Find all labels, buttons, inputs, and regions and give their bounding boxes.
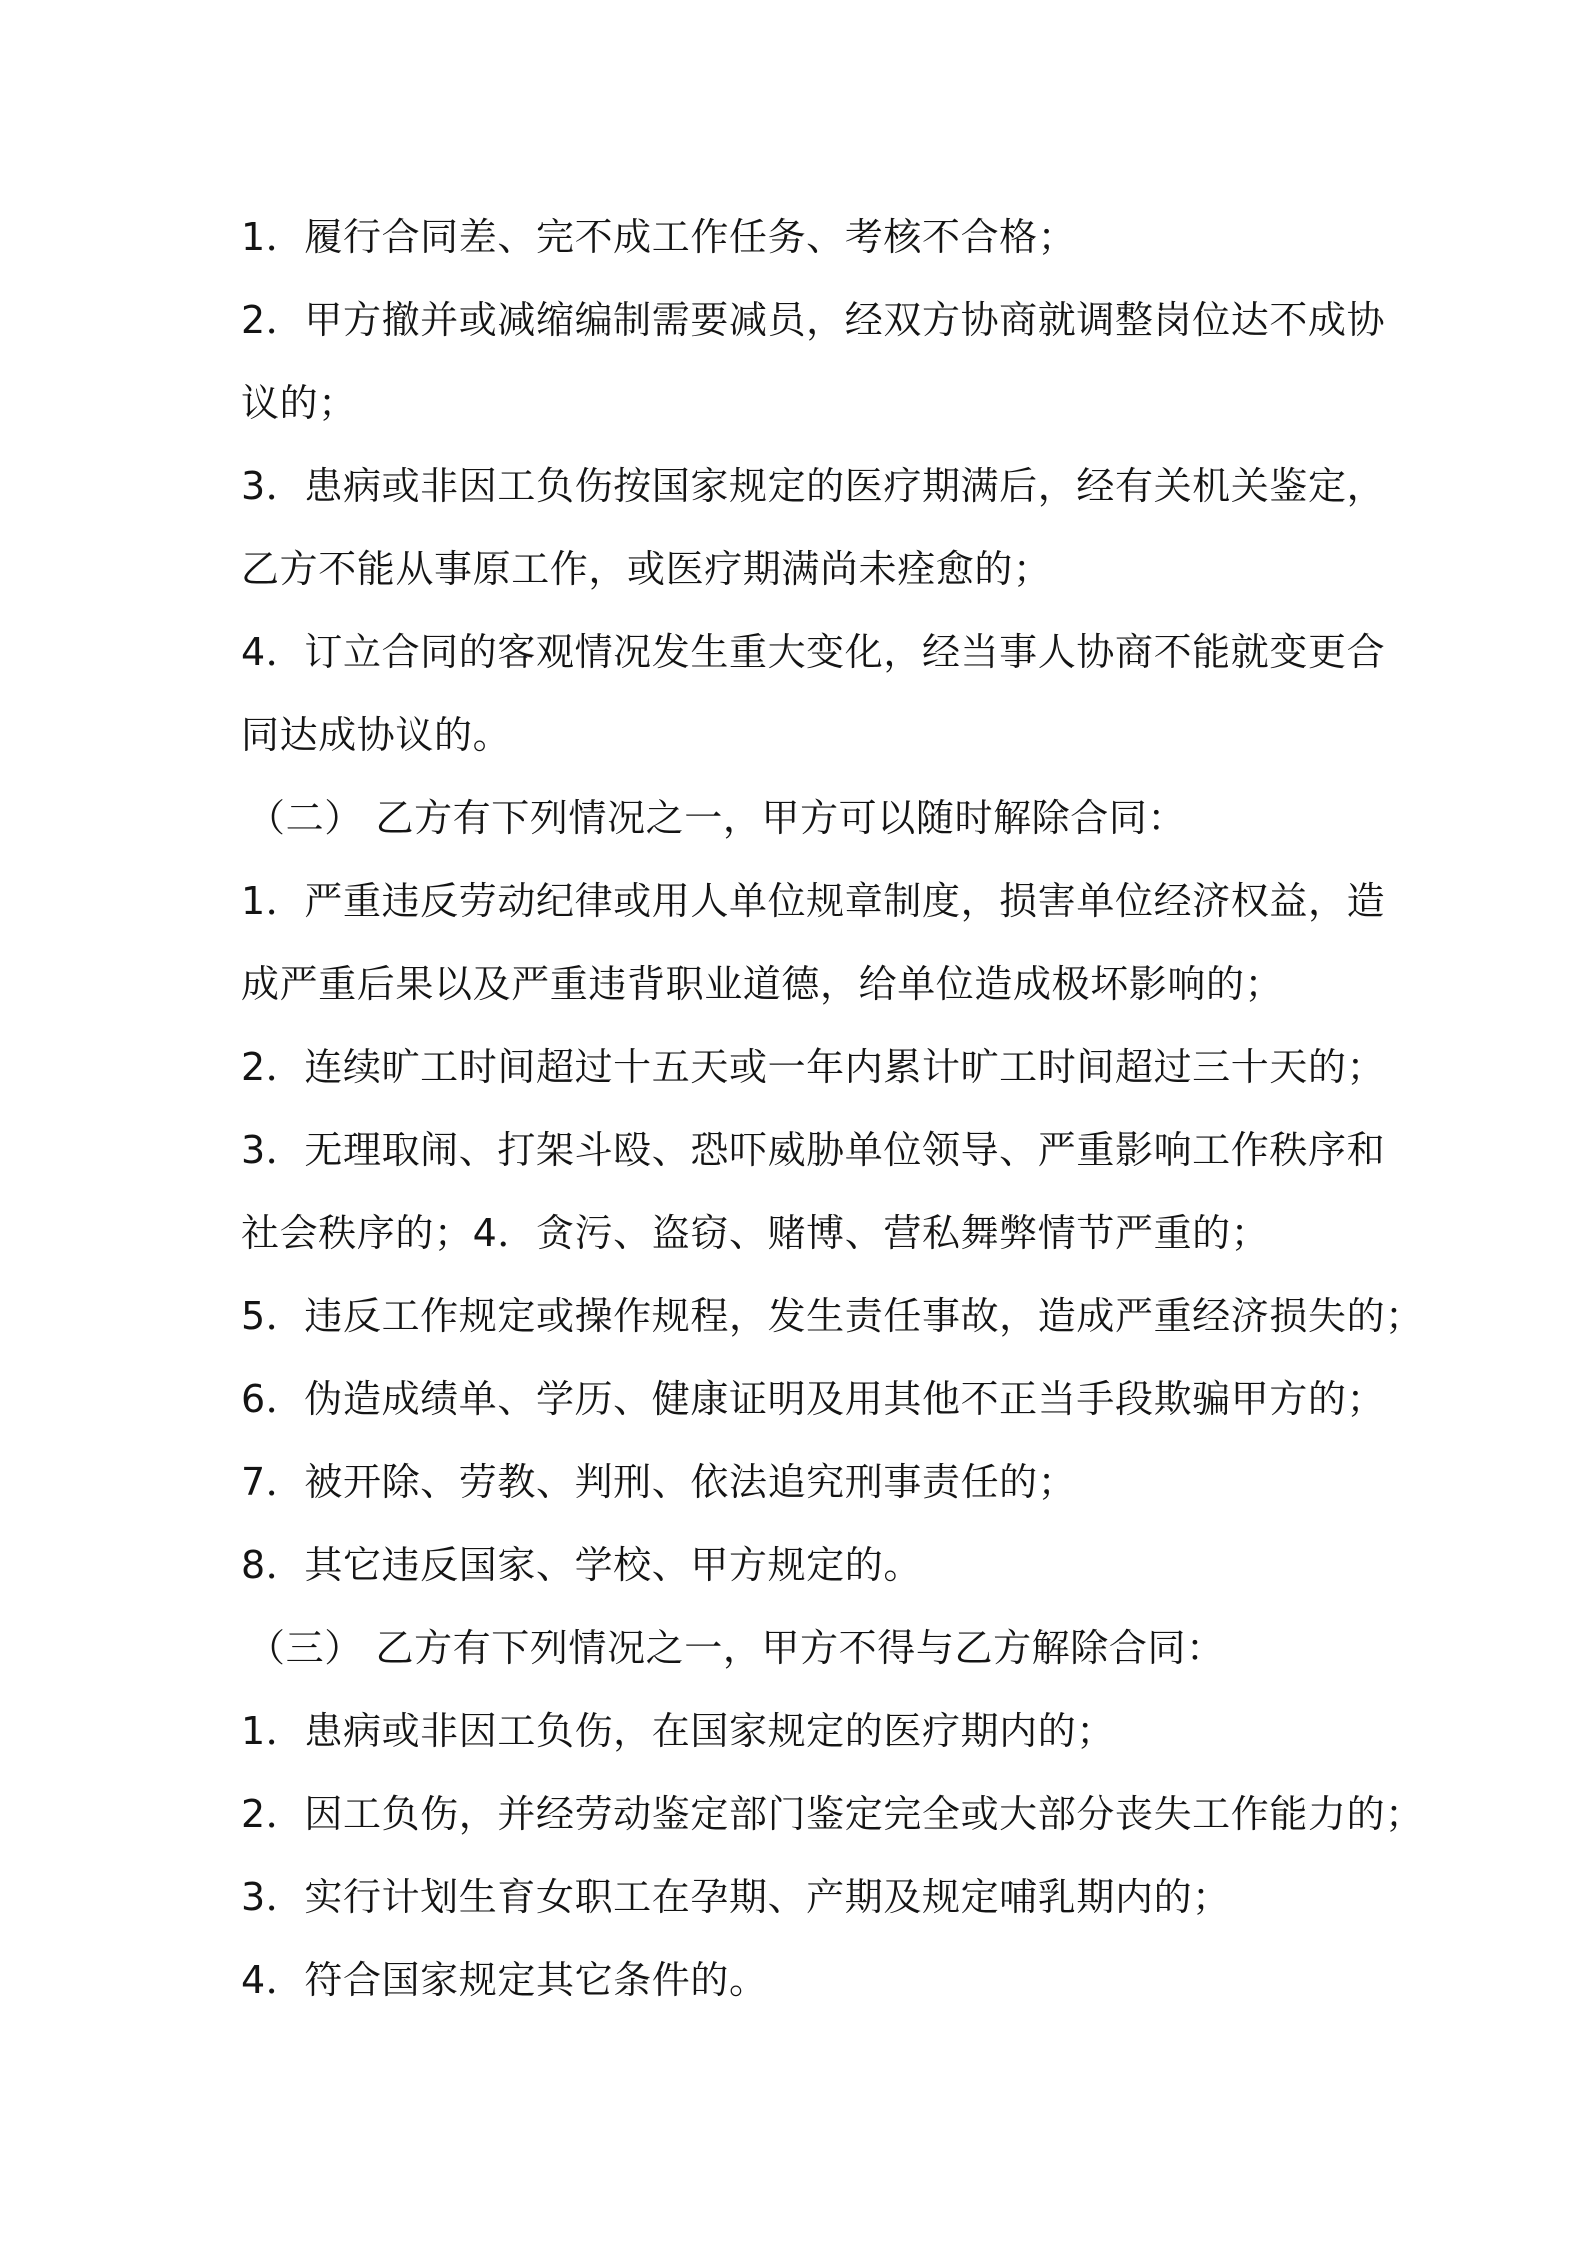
section-heading: （三） 乙方有下列情况之一，甲方不得与乙方解除合同： bbox=[247, 1626, 1225, 1670]
text-line: 2．甲方撤并或减缩编制需要减员，经双方协商就调整岗位达不成协 bbox=[241, 298, 1386, 342]
text-line: 3．患病或非因工负伤按国家规定的医疗期满后，经有关机关鉴定， bbox=[241, 464, 1386, 508]
text-line: 成严重后果以及严重违背职业道德，给单位造成极坏影响的； bbox=[241, 962, 1284, 1006]
text-line: 7．被开除、劳教、判刑、依法追究刑事责任的； bbox=[241, 1460, 1077, 1504]
text-line: 1．履行合同差、完不成工作任务、考核不合格； bbox=[241, 215, 1077, 259]
text-line: 乙方不能从事原工作，或医疗期满尚未痊愈的； bbox=[241, 547, 1052, 591]
text-line: 2．因工负伤，并经劳动鉴定部门鉴定完全或大部分丧失工作能力的； bbox=[241, 1792, 1424, 1836]
document-body bbox=[241, 196, 1424, 2022]
text-line: 2．连续旷工时间超过十五天或一年内累计旷工时间超过三十天的； bbox=[241, 1045, 1386, 1089]
text-line: 5．违反工作规定或操作规程，发生责任事故，造成严重经济损失的； bbox=[241, 1294, 1424, 1338]
text-line: 6．伪造成绩单、学历、健康证明及用其他不正当手段欺骗甲方的； bbox=[241, 1377, 1386, 1421]
text-line: 8．其它违反国家、学校、甲方规定的。 bbox=[241, 1543, 922, 1587]
section-heading: （二） 乙方有下列情况之一，甲方可以随时解除合同： bbox=[247, 796, 1187, 840]
text-line: 同达成协议的。 bbox=[241, 713, 512, 757]
text-line: 社会秩序的；4．贪污、盗窃、赌博、营私舞弊情节严重的； bbox=[241, 1211, 1270, 1255]
text-line: 1．严重违反劳动纪律或用人单位规章制度，损害单位经济权益，造 bbox=[241, 879, 1386, 923]
text-line: 1．患病或非因工负伤，在国家规定的医疗期内的； bbox=[241, 1709, 1115, 1753]
text-line: 4．符合国家规定其它条件的。 bbox=[241, 1958, 768, 2002]
text-line: 议的； bbox=[241, 381, 357, 425]
text-line: 3．无理取闹、打架斗殴、恐吓威胁单位领导、严重影响工作秩序和 bbox=[241, 1128, 1386, 1172]
text-line: 4．订立合同的客观情况发生重大变化，经当事人协商不能就变更合 bbox=[241, 630, 1386, 674]
text-line: 3．实行计划生育女职工在孕期、产期及规定哺乳期内的； bbox=[241, 1875, 1231, 1919]
